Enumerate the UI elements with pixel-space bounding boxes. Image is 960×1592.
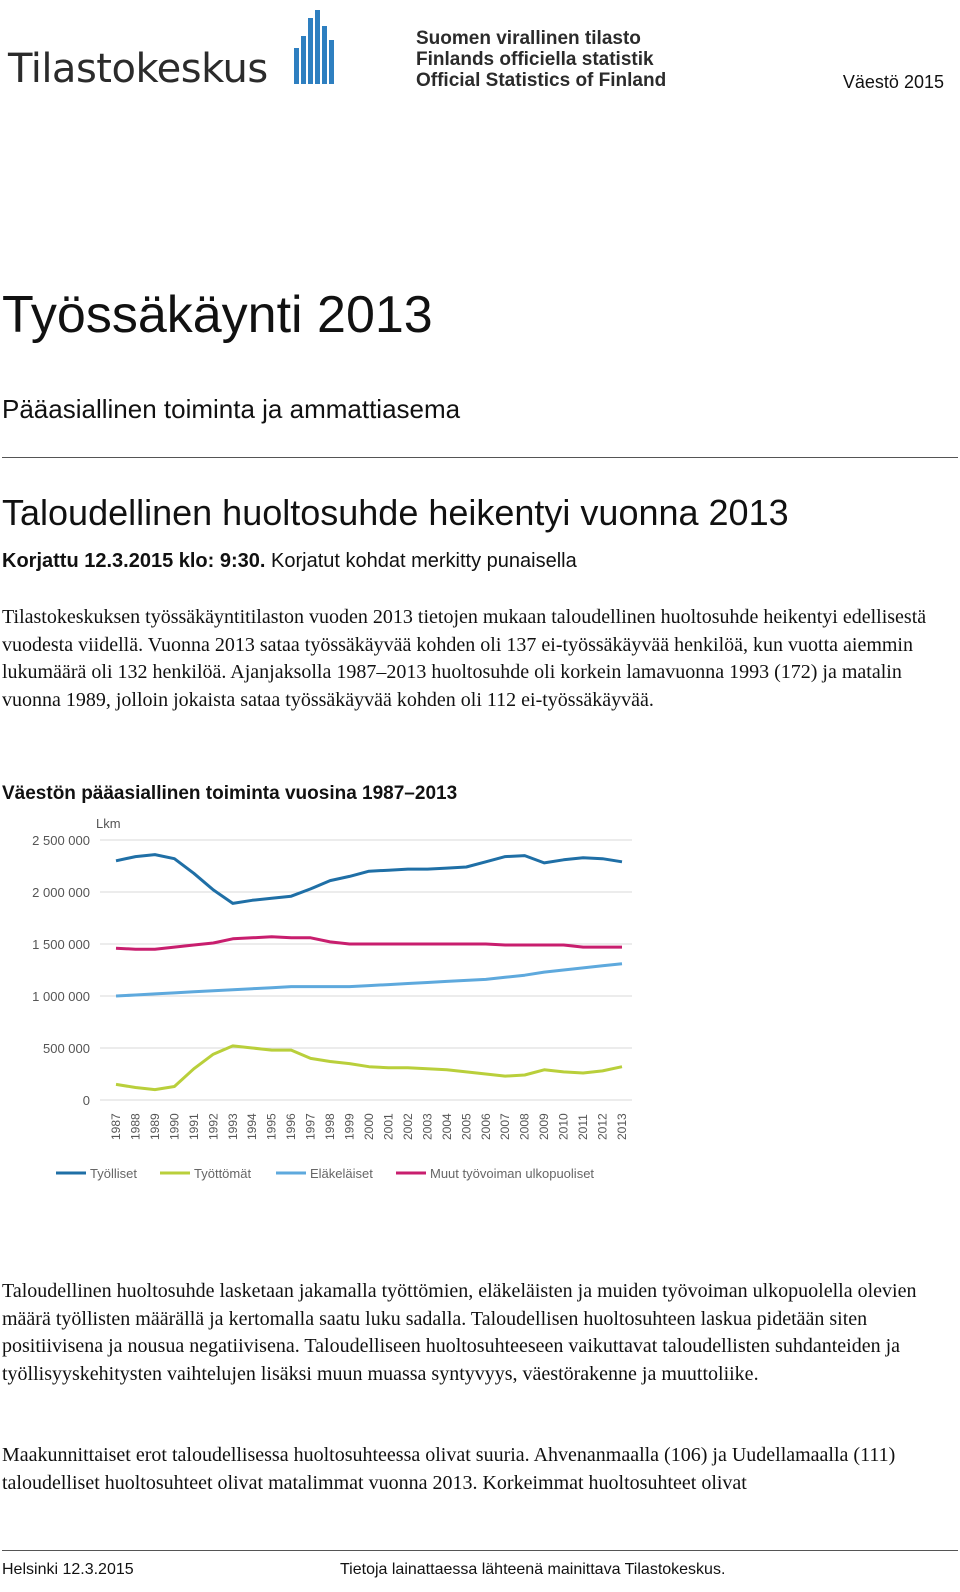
divider-footer	[2, 1550, 958, 1551]
y-tick-label: 1 500 000	[32, 937, 90, 952]
x-tick-label: 2002	[400, 1113, 415, 1140]
x-tick-label: 2003	[420, 1113, 435, 1140]
stat-name-en: Official Statistics of Finland	[416, 70, 667, 91]
chart-y-ticks	[32, 833, 90, 1108]
x-tick-label: 2005	[459, 1113, 474, 1140]
x-tick-label: 1999	[342, 1113, 357, 1140]
legend-label: Työttömät	[194, 1166, 252, 1181]
logo-bars-icon	[294, 6, 340, 92]
page-subtitle: Pääasiallinen toiminta ja ammattiasema	[2, 394, 461, 424]
x-tick-label: 1992	[206, 1113, 221, 1140]
series-line-1	[116, 1046, 622, 1090]
chart-heading: Väestön pääasiallinen toiminta vuosina 1987–2013	[2, 783, 458, 804]
legend-label: Muut työvoiman ulkopuoliset	[430, 1166, 595, 1181]
x-tick-label: 1996	[284, 1113, 299, 1140]
correction-date: Korjattu 12.3.2015 klo: 9:30.	[2, 550, 266, 572]
x-tick-label: 1993	[225, 1113, 240, 1140]
x-tick-label: 1998	[323, 1113, 338, 1140]
legend-label: Eläkeläiset	[310, 1166, 373, 1181]
x-tick-label: 2004	[439, 1113, 454, 1140]
x-tick-label: 1997	[303, 1113, 318, 1140]
paragraph-intro: Tilastokeskuksen työssäkäyntitilaston vuoden 2013 tietojen mukaan taloudellinen huoltosuhde heikentyi edellisestä vuodesta viidellä. Vuonna 2013 sataa työssäkäyvää kohden oli 137 ei-työssäkäyvää henkilöä, kun vuotta aiemmin lukumäärä oli 132 henkilöä. Ajanjaksolla 1987–2013 huoltosuhde oli korkein lamavuonna 1993 (172) ja matalin vuonna 1989, jolloin jokaista sataa työssäkäyvää kohden oli 112 ei-työssäkäyvää.	[2, 606, 927, 711]
y-tick-label: 1 000 000	[32, 989, 90, 1004]
paragraph-definition: Taloudellinen huoltosuhde lasketaan jakamalla työttömien, eläkeläisten ja muiden työvoiman ulkopuolella olevien määrä työllisten määrällä ja kertomalla saatu luku sadalla. Taloudellisen huoltosuhteen laskua pidetään siten positiivisena ja nousua negatiivisena. Taloudelliseen huoltosuhteeseen vaikuttavat taloudellisten suhdanteiden ja työllisyyskehitysten vaihtelujen lisäksi muun muassa syntyvyys, väestörakenne ja muuttoliike.	[2, 1280, 917, 1385]
x-tick-label: 1995	[264, 1113, 279, 1140]
publication-series-label: Väestö 2015	[842, 72, 944, 92]
x-tick-label: 1987	[109, 1113, 123, 1140]
chart-legend	[56, 1166, 594, 1181]
chart-x-ticks	[109, 1113, 629, 1140]
footer-place-date: Helsinki 12.3.2015	[2, 1561, 134, 1578]
chart-series	[116, 855, 622, 1090]
x-tick-label: 2001	[381, 1113, 396, 1140]
paragraph-regional: Maakunnittaiset erot taloudellisessa huoltosuhteessa olivat suuria. Ahvenanmaalla (106) ja Uudellamaalla (111) taloudelliset huoltosuhteet olivat matalimmat vuonna 2013. Korkeimmat huoltosuhteet olivat	[2, 1444, 896, 1494]
x-tick-label: 2011	[576, 1114, 591, 1140]
y-tick-label: 2 000 000	[32, 885, 90, 900]
series-line-0	[116, 855, 622, 904]
y-tick-label: 0	[82, 1093, 90, 1108]
tilastokeskus-logo[interactable]	[6, 6, 340, 92]
x-tick-label: 2009	[537, 1113, 552, 1140]
x-tick-label: 2008	[517, 1113, 532, 1140]
article-heading: Taloudellinen huoltosuhde heikentyi vuonna 2013	[2, 492, 789, 533]
correction-text: Korjatut kohdat merkitty punaisella	[265, 550, 577, 572]
correction-note	[2, 550, 577, 573]
stat-name-fi: Suomen virallinen tilasto	[416, 28, 641, 49]
footer-citation-note: Tietoja lainattaessa lähteenä mainittava Tilastokeskus.	[340, 1561, 726, 1578]
y-tick-label: 500 000	[43, 1041, 90, 1056]
x-tick-label: 1988	[128, 1113, 143, 1140]
population-activity-chart	[0, 810, 960, 1210]
x-tick-label: 2010	[556, 1113, 571, 1140]
chart-y-axis-label: Lkm	[96, 816, 121, 831]
x-tick-label: 2006	[478, 1113, 493, 1140]
x-tick-label: 2000	[362, 1113, 376, 1140]
y-tick-label: 2 500 000	[32, 833, 90, 848]
legend-label: Työlliset	[90, 1166, 137, 1181]
official-statistics-names	[416, 28, 666, 91]
stat-name-sv: Finlands officiella statistik	[416, 49, 654, 70]
page-title: Työssäkäynti 2013	[2, 286, 433, 344]
x-tick-label: 2013	[615, 1113, 629, 1140]
x-tick-label: 1991	[186, 1113, 201, 1140]
divider-top	[2, 457, 958, 458]
logo-wordmark: Tilastokeskus	[8, 46, 268, 92]
x-tick-label: 2012	[595, 1113, 610, 1140]
x-tick-label: 2007	[498, 1113, 513, 1140]
x-tick-label: 1989	[147, 1113, 162, 1140]
x-tick-label: 1990	[167, 1113, 182, 1140]
series-line-2	[116, 964, 622, 996]
series-line-3	[116, 937, 622, 950]
x-tick-label: 1994	[245, 1113, 260, 1140]
